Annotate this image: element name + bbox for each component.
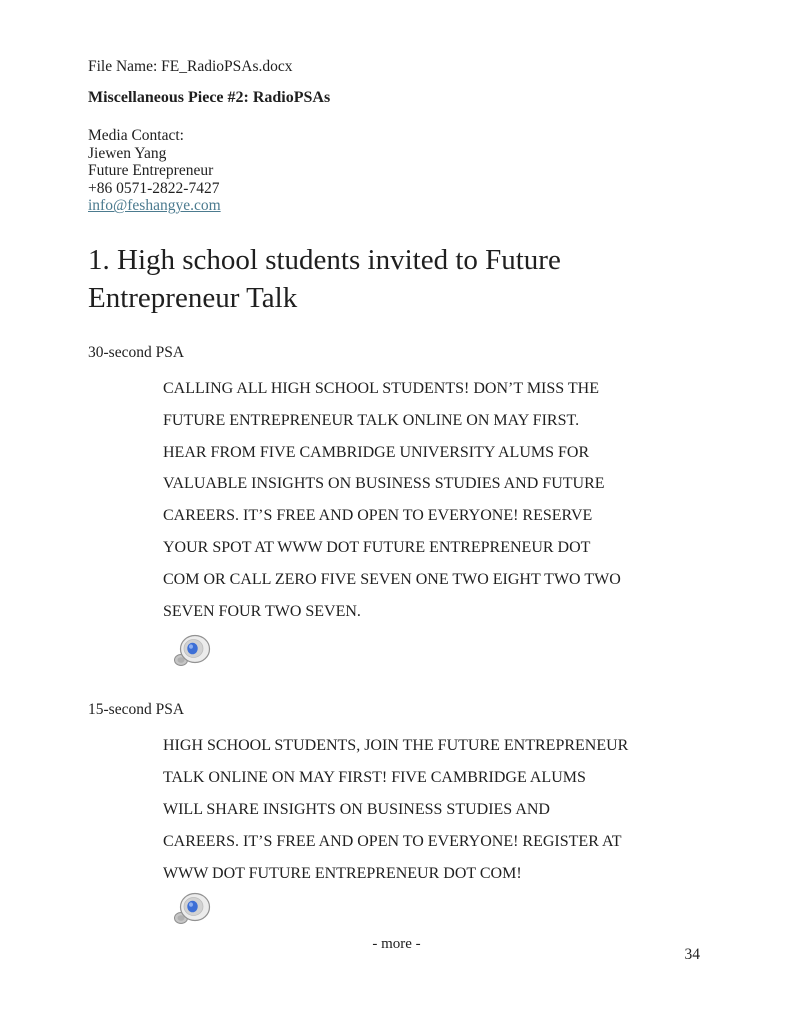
psa-30-body xyxy=(163,373,705,627)
psa-script-line: HIGH SCHOOL STUDENTS, JOIN THE FUTURE ENTREPRENEUR xyxy=(163,737,629,755)
speaker-icon-graphic xyxy=(172,633,212,669)
psa-15-label: 15-second PSA xyxy=(88,701,185,719)
psa-script-line: CAREERS. IT’S FREE AND OPEN TO EVERYONE! RESERVE xyxy=(163,507,593,525)
speaker-icon[interactable] xyxy=(172,891,212,927)
page-number: 34 xyxy=(684,946,700,963)
speaker-icon-graphic xyxy=(172,891,212,927)
psa-script-line: HEAR FROM FIVE CAMBRIDGE UNIVERSITY ALUMS FOR xyxy=(163,443,590,461)
psa-script-line: WWW DOT FUTURE ENTREPRENEUR DOT COM! xyxy=(163,864,522,882)
more-marker: - more - xyxy=(372,936,421,952)
document-subtitle: Miscellaneous Piece #2: RadioPSAs xyxy=(88,89,331,106)
psa-script-line: SEVEN FOUR TWO SEVEN. xyxy=(163,602,361,620)
psa-script-line: YOUR SPOT AT WWW DOT FUTURE ENTREPRENEUR DOT xyxy=(163,538,591,556)
psa-script-line: CALLING ALL HIGH SCHOOL STUDENTS! DON’T MISS THE xyxy=(163,379,599,397)
media-contact-phone: +86 0571-2822-7427 xyxy=(88,179,220,197)
psa-script-line: TALK ONLINE ON MAY FIRST! FIVE CAMBRIDGE ALUMS xyxy=(163,769,586,787)
file-name-line: File Name: FE_RadioPSAs.docx xyxy=(88,58,293,75)
psa-15-body xyxy=(163,730,705,889)
psa-script-line: VALUABLE INSIGHTS ON BUSINESS STUDIES AND FUTURE xyxy=(163,475,605,493)
psa-script-line: FUTURE ENTREPRENEUR TALK ONLINE ON MAY FIRST. xyxy=(163,411,580,429)
psa-script-line: WILL SHARE INSIGHTS ON BUSINESS STUDIES AND xyxy=(163,800,550,818)
media-contact-name: Jiewen Yang xyxy=(88,144,167,162)
psa-script-line: COM OR CALL ZERO FIVE SEVEN ONE TWO EIGHT TWO TWO xyxy=(163,570,621,588)
media-contact-label: Media Contact: xyxy=(88,127,184,144)
speaker-icon[interactable] xyxy=(172,633,212,669)
media-contact-organization: Future Entrepreneur xyxy=(88,162,214,180)
article-headline: 1. High school students invited to Future Entrepreneur Talk xyxy=(88,243,561,314)
media-contact-email-link[interactable]: info@feshangye.com xyxy=(88,197,221,215)
media-contact-block xyxy=(88,127,705,215)
psa-script-line: CAREERS. IT’S FREE AND OPEN TO EVERYONE! REGISTER AT xyxy=(163,832,622,850)
psa-30-label: 30-second PSA xyxy=(88,343,185,361)
